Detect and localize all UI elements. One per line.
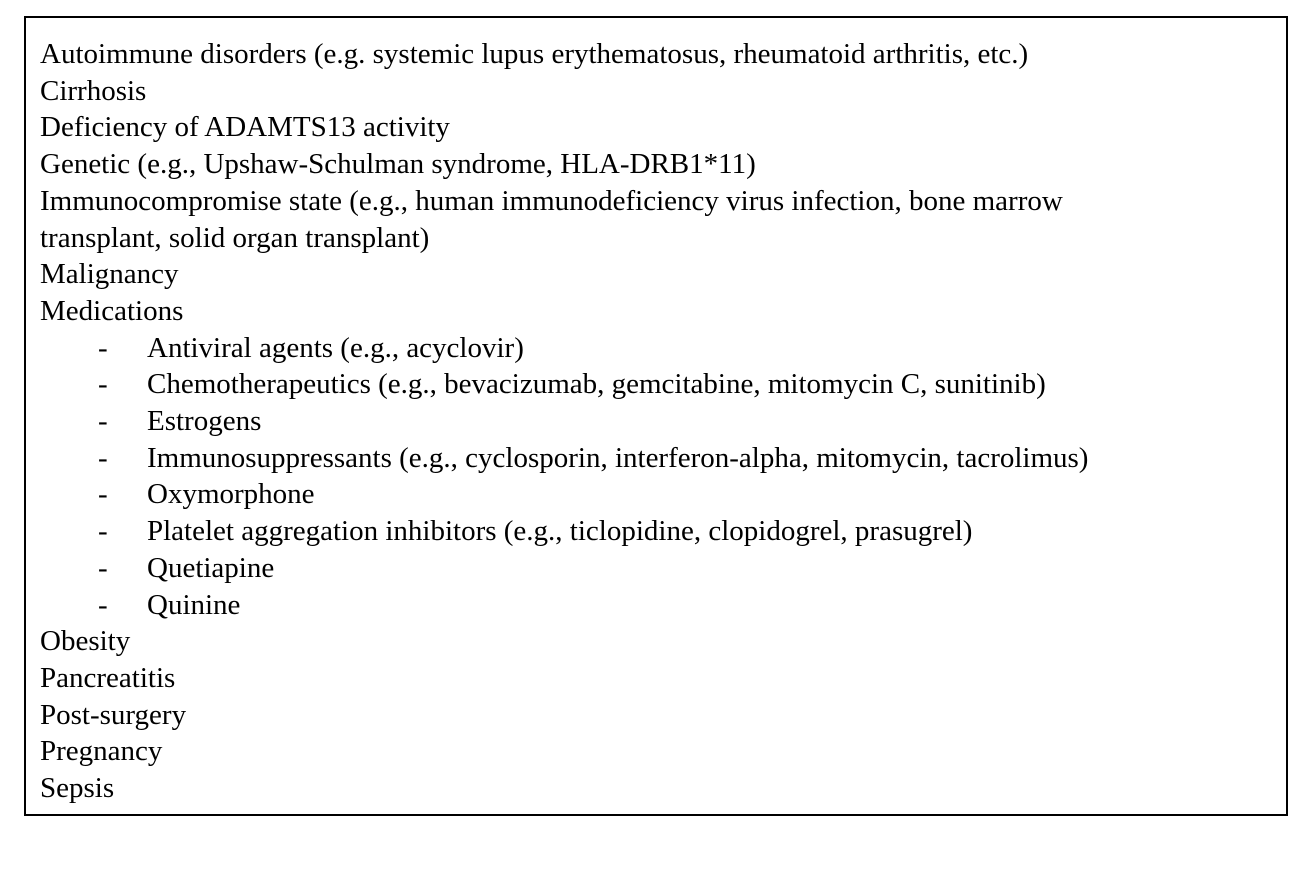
list-item: Deficiency of ADAMTS13 activity [40, 111, 450, 144]
dash-bullet: - [98, 441, 108, 474]
sublist-item [40, 513, 1088, 550]
sublist-item-text: Quetiapine [147, 551, 275, 584]
list-item: Genetic (e.g., Upshaw-Schulman syndrome, HLA-DRB1*11) [40, 148, 756, 181]
sublist-item [40, 330, 1088, 367]
list-item: Autoimmune disorders (e.g. systemic lupus erythematosus, rheumatoid arthritis, etc.) [40, 38, 1029, 70]
sublist-item [40, 403, 1088, 440]
list-item: Sepsis [40, 772, 115, 805]
list-item: Pregnancy [40, 735, 163, 768]
sublist-item-text: Oxymorphone [147, 478, 315, 511]
sublist-item-text: Estrogens [147, 405, 262, 438]
dash-bullet: - [98, 515, 108, 548]
list-item: Pancreatitis [40, 661, 176, 694]
medications-sublist-container [40, 330, 1088, 624]
list-item: Post-surgery [40, 698, 187, 731]
sublist-item-text: Platelet aggregation inhibitors (e.g., ticlopidine, clopidogrel, prasugrel) [147, 515, 973, 548]
sublist-item [40, 476, 1088, 513]
list-item: transplant, solid organ transplant) [40, 221, 430, 254]
dash-bullet: - [98, 368, 108, 401]
risk-factors-list [40, 36, 1088, 807]
list-item: Immunocompromise state (e.g., human immunodeficiency virus infection, bone marrow [40, 184, 1063, 217]
list-item: Cirrhosis [40, 74, 147, 107]
list-item: Obesity [40, 625, 131, 658]
dash-bullet: - [98, 551, 108, 584]
sublist-item-text: Chemotherapeutics (e.g., bevacizumab, gemcitabine, mitomycin C, sunitinib) [147, 368, 1046, 401]
sublist-item [40, 366, 1088, 403]
sublist-item [40, 587, 1088, 624]
medications-sublist [40, 330, 1088, 624]
list-item: Malignancy [40, 258, 179, 291]
sublist-item-text: Antiviral agents (e.g., acyclovir) [147, 331, 524, 364]
dash-bullet: - [98, 478, 108, 511]
sublist-item-text: Quinine [147, 588, 241, 621]
risk-factors-box [24, 16, 1288, 816]
sublist-item [40, 550, 1088, 587]
sublist-item-text: Immunosuppressants (e.g., cyclosporin, interferon-alpha, mitomycin, tacrolimus) [147, 441, 1089, 474]
dash-bullet: - [98, 405, 108, 438]
list-item: Medications [40, 294, 184, 327]
sublist-item [40, 440, 1088, 477]
dash-bullet: - [98, 331, 108, 364]
dash-bullet: - [98, 588, 108, 621]
